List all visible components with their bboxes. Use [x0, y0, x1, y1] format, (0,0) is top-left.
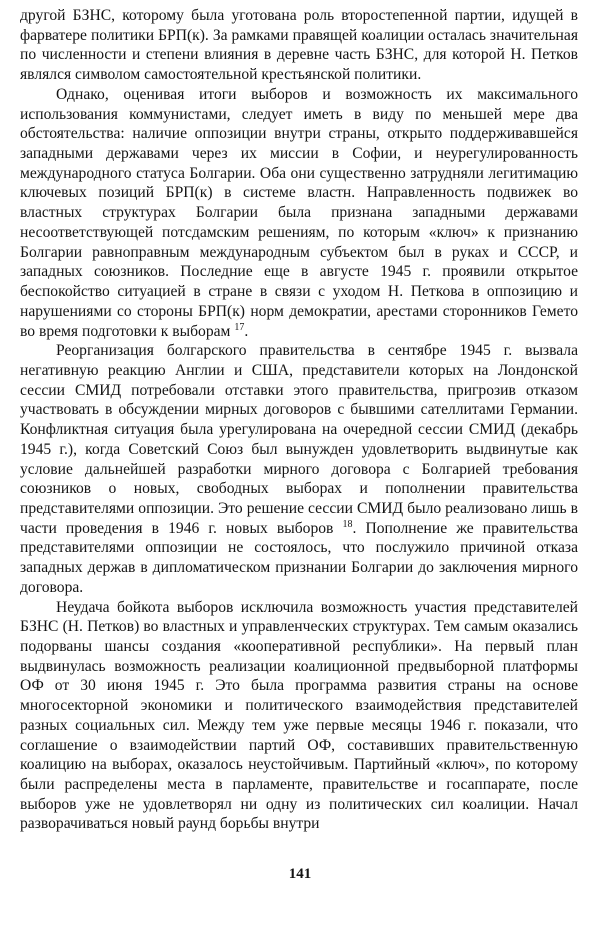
paragraph	[20, 341, 578, 597]
paragraph	[20, 6, 578, 85]
footnote-reference: 18	[342, 518, 353, 530]
paragraph-text: .	[244, 322, 249, 340]
paragraph-text: другой БЗНС, которому была уготована роль второстепенной партии, идущей в фарватере политики БРП(к). За рамками правящей коалиции осталась значительная по численности и степени влияния в деревне часть БЗНС, для которой Н. Петков являлся символом самостоятельной крестьянской политики.	[20, 7, 578, 84]
paragraph-text: Однако, оценивая итоги выборов и возможность их максимального использования коммунистами, следует иметь в виду по меньшей мере два обстоятельства: наличие оппозиции внутри страны, открыто поддерживавшейся западными державами через их миссии в Софии, и неурегулированность международного статуса Болгарии. Оба они существенно затрудняли легитимацию ключевых позиций БРП(к) в системе властн. Направленность подвижек во властных структурах Болгарии была признана западными державами несоответствующей потсдамским решениям, по которым «ключ» к признанию Болгарии равноправным международным субъектом был в руках и СССР, и западных союзников. Последние еще в августе 1945 г. проявили открытое беспокойство ситуацией в стране в связи с уходом Н. Петкова в оппозицию и нарушениями со стороны БРП(к) норм демократии, арестами сторонников Гемето во время подготовки к выборам	[20, 85, 578, 340]
paragraph-text: Реорганизация болгарского правительства в сентябре 1945 г. вызвала негативную реакцию Англии и США, представители которых на Лондонской сессии СМИД потребовали отставки этого правительства, пригрозив отказом участвовать в обсуждении мирных договоров с бывшими сателлитами Германии. Конфликтная ситуация была урегулирована на очередной сессии СМИД (декабрь 1945 г.), когда Советский Союз был вынужден удовлетворить выдвинутые как условие дальнейшей разработки мирного договора с Болгарией требования союзников о новых, свободных выборах и пополнении правительства представителями оппозиции. Это решение сессии СМИД было реализовано лишь в части проведения в 1946 г. новых выборов	[20, 342, 578, 537]
page-number: 141	[288, 866, 312, 882]
paragraph	[20, 598, 578, 835]
paragraph-text: . Пополнение же правительства представителями оппозиции не состоялось, что послужило причиной отказа западных держав в дипломатическом признании Болгарии до заключения мирного договора.	[20, 519, 578, 596]
footnote-reference: 17	[234, 321, 245, 333]
paragraph-text: Неудача бойкота выборов исключила возможность участия представителей БЗНС (Н. Петков) во властных и управленческих структурах. Тем самым оказались подорваны шансы создания «кооперативной республики». На первый план выдвинулась возможность реализации коалиционной предвыборной платформы ОФ от 30 июня 1945 г. Это была программа развития страны на основе многосекторной экономики и политического взаимодействия представителей разных социальных сил. Между тем уже первые месяцы 1946 г. показали, что соглашение о взаимодействии партий ОФ, составивших правительственную коалицию на выборах, оказалось неустойчивым. Партийный «ключ», по которому были распределены места в парламенте, правительстве и госаппарате, после выборов уже не удовлетворял ни одну из политических сил коалиции. Начал разворачиваться новый раунд борьбы внутри	[20, 598, 578, 833]
body-text	[20, 6, 578, 834]
paragraph	[20, 85, 578, 341]
